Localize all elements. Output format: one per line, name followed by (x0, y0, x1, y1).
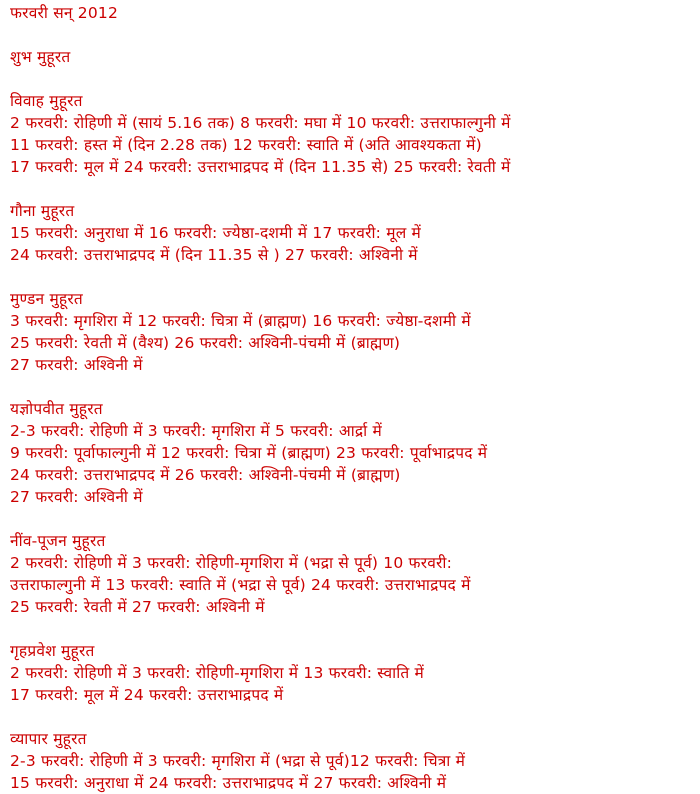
section-line: 2-3 फरवरी: रोहिणी में 3 फरवरी: मृगशिरा में (भद्रा से पूर्व)12 फरवरी: चित्रा में (10, 752, 466, 770)
section-line: 2 फरवरी: रोहिणी में (सायं 5.16 तक) 8 फरवरी: मघा में 10 फरवरी: उत्तराफाल्गुनी में (10, 114, 511, 132)
section-line: 27 फरवरी: अश्विनी में (10, 488, 143, 506)
spacer (10, 24, 700, 46)
section-heading: यज्ञोपवीत मुहूरत (10, 400, 103, 418)
section-line: 24 फरवरी: उत्तराभाद्रपद में 26 फरवरी: अश्विनी-पंचमी में (ब्राह्मण) (10, 466, 401, 484)
section-heading: मुण्डन मुहूरत (10, 290, 83, 308)
page-subtitle: शुभ मुहूरत (10, 48, 71, 66)
section-line: 3 फरवरी: मृगशिरा में 12 फरवरी: चित्रा में (ब्राह्मण) 16 फरवरी: ज्येष्ठा-दशमी में (10, 312, 471, 330)
page-title: फरवरी सन् 2012 (10, 4, 119, 22)
section-grihapravesh (10, 640, 700, 706)
section-heading: विवाह मुहूरत (10, 92, 83, 110)
spacer (10, 508, 700, 530)
section-line: 25 फरवरी: रेवती में (वैश्य) 26 फरवरी: अश्विनी-पंचमी में (ब्राह्मण) (10, 334, 401, 352)
section-line: 27 फरवरी: अश्विनी में (10, 356, 143, 374)
section-line: 2-3 फरवरी: रोहिणी में 3 फरवरी: मृगशिरा में 5 फरवरी: आर्द्रा में (10, 422, 382, 440)
section-vyapar (10, 728, 700, 794)
section-line: 17 फरवरी: मूल में 24 फरवरी: उत्तराभाद्रपद में (10, 686, 284, 704)
section-line: 11 फरवरी: हस्त में (दिन 2.28 तक) 12 फरवरी: स्वाति में (अति आवश्यकता में) (10, 136, 482, 154)
section-mundan (10, 288, 700, 376)
section-vivah (10, 90, 700, 178)
spacer (10, 706, 700, 728)
spacer (10, 618, 700, 640)
section-line: 9 फरवरी: पूर्वाफाल्गुनी में 12 फरवरी: चित्रा में (ब्राह्मण) 23 फरवरी: पूर्वाभाद्रपद में (10, 444, 488, 462)
spacer (10, 178, 700, 200)
section-yagyopavit (10, 398, 700, 508)
section-heading: नींव-पूजन मुहूरत (10, 532, 106, 550)
section-heading: व्यापार मुहूरत (10, 730, 87, 748)
section-line: उत्तराफाल्गुनी में 13 फरवरी: स्वाति में (भद्रा से पूर्व) 24 फरवरी: उत्तराभाद्रपद में (10, 576, 471, 594)
section-neev-poojan (10, 530, 700, 618)
section-line: 15 फरवरी: अनुराधा में 24 फरवरी: उत्तराभाद्रपद में 27 फरवरी: अश्विनी में (10, 774, 447, 792)
section-heading: गृहप्रवेश मुहूरत (10, 642, 95, 660)
section-line: 24 फरवरी: उत्तराभाद्रपद में (दिन 11.35 से ) 27 फरवरी: अश्विनी में (10, 246, 418, 264)
section-gauna (10, 200, 700, 266)
spacer (10, 68, 700, 90)
section-heading: गौना मुहूरत (10, 202, 75, 220)
section-line: 2 फरवरी: रोहिणी में 3 फरवरी: रोहिणी-मृगशिरा में 13 फरवरी: स्वाति में (10, 664, 424, 682)
spacer (10, 376, 700, 398)
spacer (10, 266, 700, 288)
section-line: 15 फरवरी: अनुराधा में 16 फरवरी: ज्येष्ठा-दशमी में 17 फरवरी: मूल में (10, 224, 421, 242)
section-line: 25 फरवरी: रेवती में 27 फरवरी: अश्विनी में (10, 598, 265, 616)
section-line: 2 फरवरी: रोहिणी में 3 फरवरी: रोहिणी-मृगशिरा में (भद्रा से पूर्व) 10 फरवरी: (10, 554, 453, 572)
section-line: 17 फरवरी: मूल में 24 फरवरी: उत्तराभाद्रपद में (दिन 11.35 से) 25 फरवरी: रेवती में (10, 158, 511, 176)
